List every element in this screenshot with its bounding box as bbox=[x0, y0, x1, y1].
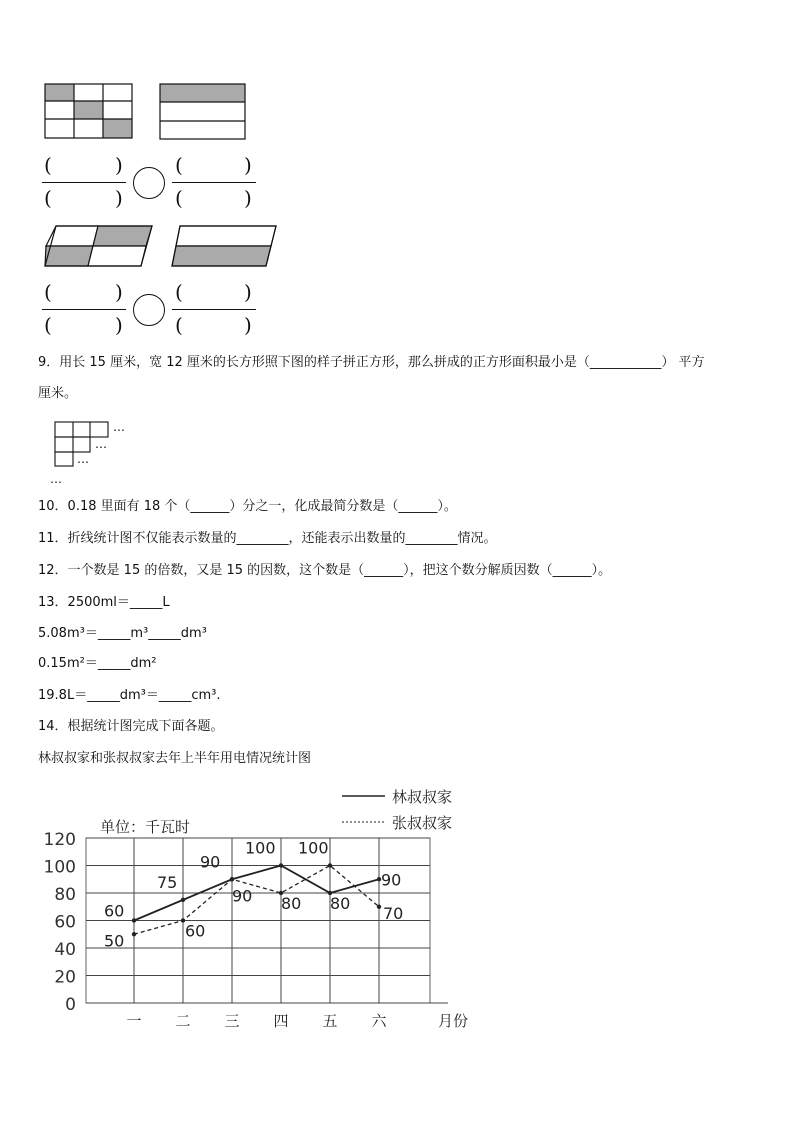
continuation-dots: … bbox=[50, 472, 62, 486]
question-9-line1: 9．用长 15 厘米，宽 12 厘米的长方形照下图的样子拼正方形，那么拼成的正方形面积最小是（___________） 平方 bbox=[38, 355, 705, 370]
right-paren: ) bbox=[115, 186, 123, 210]
x-tick-label: 二 bbox=[175, 1012, 191, 1030]
data-point bbox=[132, 918, 136, 922]
question-11: 11．折线统计图不仅能表示数量的________，还能表示出数量的________情况。 bbox=[38, 531, 497, 546]
right-paren: ) bbox=[115, 153, 123, 177]
fraction-bar bbox=[172, 309, 256, 310]
question-13-line2: 5.08m³＝_____m³_____dm³ bbox=[38, 626, 207, 641]
legend-label: 张叔叔家 bbox=[392, 814, 453, 832]
data-label: 80 bbox=[281, 894, 302, 913]
parallelogram-quarters bbox=[45, 226, 152, 266]
data-label: 60 bbox=[104, 901, 125, 921]
data-label: 90 bbox=[200, 852, 221, 872]
data-label: 100 bbox=[245, 838, 276, 858]
fraction-bar bbox=[42, 182, 126, 183]
legend-label: 林叔叔家 bbox=[392, 788, 453, 806]
data-point bbox=[230, 877, 234, 881]
question-12: 12．一个数是 15 的倍数，又是 15 的因数，这个数是（______），把这个数分解质因数（______）。 bbox=[38, 563, 612, 578]
y-tick-label: 20 bbox=[54, 967, 76, 988]
unit-label: 单位：千瓦时 bbox=[100, 818, 191, 836]
question-14: 14．根据统计图完成下面各题。 bbox=[38, 719, 224, 734]
data-label: 70 bbox=[383, 903, 404, 923]
data-point bbox=[132, 932, 136, 936]
x-axis-label: 月份 bbox=[437, 1012, 469, 1030]
y-tick-label: 40 bbox=[54, 940, 76, 960]
data-point bbox=[377, 905, 381, 909]
left-paren: ( bbox=[175, 186, 183, 210]
y-tick-label: 120 bbox=[43, 830, 76, 850]
y-tick-label: 100 bbox=[43, 857, 76, 878]
left-paren: ( bbox=[175, 153, 183, 177]
data-point bbox=[181, 898, 185, 902]
chart-title: 林叔叔家和张叔叔家去年上半年用电情况统计图 bbox=[38, 751, 312, 766]
continuation-dots: … bbox=[77, 452, 89, 466]
strip-shape bbox=[160, 84, 245, 139]
question-13-line3: 0.15m²＝_____dm² bbox=[38, 656, 157, 671]
left-paren: ( bbox=[175, 280, 183, 304]
question-9-line2: 厘米。 bbox=[38, 386, 78, 401]
grid-shape bbox=[45, 84, 132, 138]
y-tick-label: 80 bbox=[54, 885, 76, 905]
data-label: 100 bbox=[298, 838, 329, 858]
left-paren: ( bbox=[44, 186, 52, 210]
x-tick-label: 五 bbox=[322, 1012, 338, 1030]
right-paren: ) bbox=[244, 313, 252, 337]
question-10: 10．0.18 里面有 18 个（______）分之一，化成最简分数是（______）。 bbox=[38, 499, 457, 514]
right-paren: ) bbox=[115, 313, 123, 337]
data-point bbox=[328, 863, 332, 867]
right-paren: ) bbox=[115, 280, 123, 304]
right-paren: ) bbox=[244, 280, 252, 304]
data-label: 75 bbox=[157, 872, 178, 892]
left-paren: ( bbox=[44, 280, 52, 304]
compare-circle[interactable] bbox=[133, 167, 165, 199]
compare-circle[interactable] bbox=[133, 294, 165, 326]
right-paren: ) bbox=[244, 186, 252, 210]
data-label: 60 bbox=[185, 921, 206, 941]
left-paren: ( bbox=[44, 153, 52, 177]
question-13-line4: 19.8L＝_____dm³＝_____cm³. bbox=[38, 688, 221, 703]
continuation-dots: … bbox=[113, 420, 125, 434]
data-label: 90 bbox=[232, 886, 253, 906]
y-tick-label: 60 bbox=[54, 912, 76, 933]
data-label: 90 bbox=[381, 870, 402, 890]
fraction-bar bbox=[172, 182, 256, 183]
continuation-dots: … bbox=[95, 437, 107, 451]
y-tick-label: 0 bbox=[65, 995, 76, 1015]
right-paren: ) bbox=[244, 153, 252, 177]
parallelogram-half bbox=[172, 226, 276, 266]
x-tick-label: 四 bbox=[273, 1012, 289, 1030]
data-point bbox=[279, 863, 283, 867]
left-paren: ( bbox=[44, 313, 52, 337]
question-13-line1: 13．2500ml＝_____L bbox=[38, 595, 170, 610]
fraction-bar bbox=[42, 309, 126, 310]
left-paren: ( bbox=[175, 313, 183, 337]
electricity-line-chart bbox=[0, 780, 500, 1040]
data-label: 80 bbox=[330, 894, 351, 913]
data-label: 50 bbox=[104, 931, 125, 951]
x-tick-label: 六 bbox=[371, 1012, 387, 1030]
x-tick-label: 三 bbox=[224, 1012, 240, 1030]
x-tick-label: 一 bbox=[126, 1012, 142, 1030]
